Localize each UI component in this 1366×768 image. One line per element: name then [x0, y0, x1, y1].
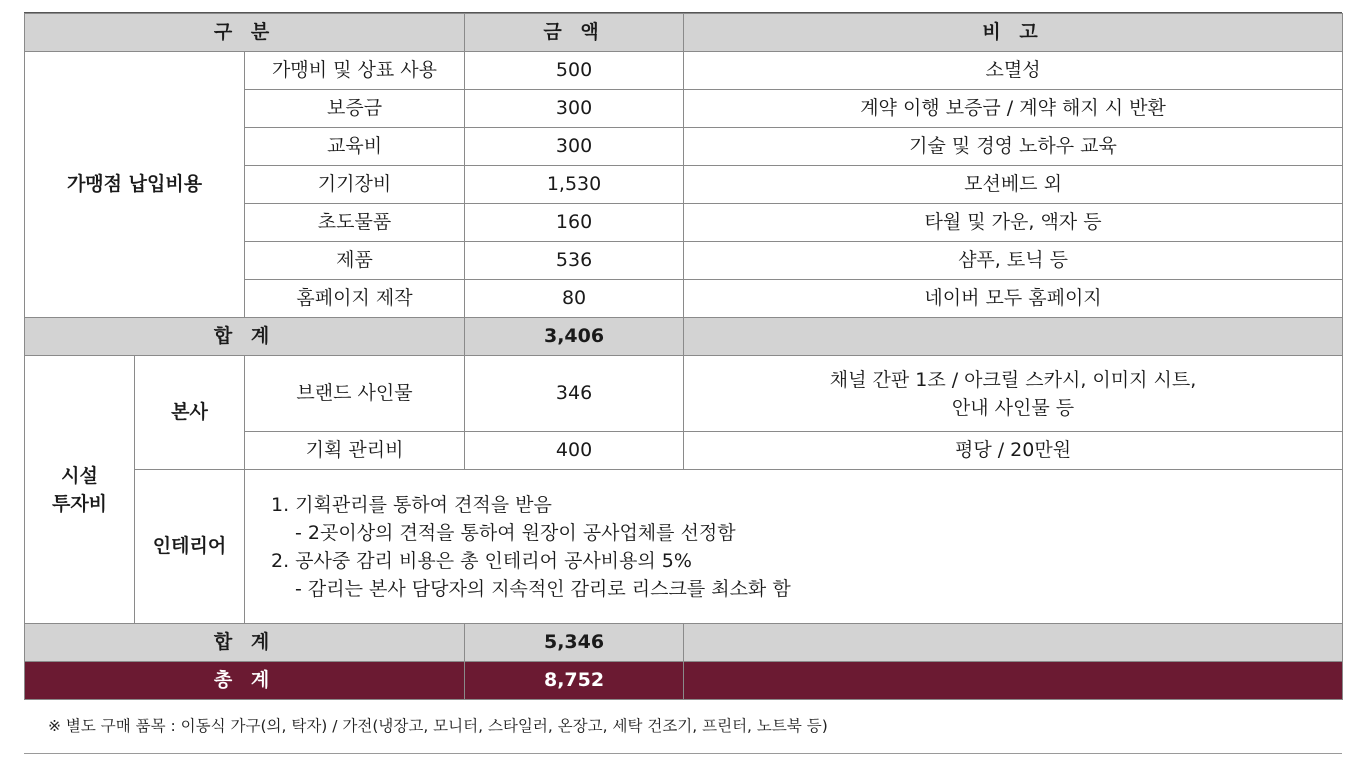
header-category: 구 분 [25, 14, 465, 52]
row-amount: 80 [465, 280, 684, 318]
row-note [684, 356, 1343, 432]
interior-note-line: - 2곳이상의 견적을 통하여 원장이 공사업체를 선정함 [295, 521, 736, 544]
hq-label: 본사 [135, 356, 245, 470]
franchise-cost-table [24, 13, 1343, 700]
subtotal-label: 합 계 [25, 624, 465, 662]
row-note: 평당 / 20만원 [684, 432, 1343, 470]
subtotal-note [684, 624, 1343, 662]
interior-label: 인테리어 [135, 470, 245, 624]
interior-note-line: - 감리는 본사 담당자의 지속적인 감리로 리스크를 최소화 함 [295, 577, 791, 600]
interior-note-line: 2. 공사중 감리 비용은 총 인테리어 공사비용의 5% [271, 549, 692, 572]
row-item: 교육비 [245, 128, 465, 166]
grand-total-note [684, 662, 1343, 700]
grand-total-row [25, 662, 1343, 700]
row-note: 모션베드 외 [684, 166, 1343, 204]
table-row [25, 356, 1343, 432]
row-item: 기기장비 [245, 166, 465, 204]
row-note: 샴푸, 토닉 등 [684, 242, 1343, 280]
subtotal-note [684, 318, 1343, 356]
subtotal-amount: 3,406 [465, 318, 684, 356]
row-note: 기술 및 경영 노하우 교육 [684, 128, 1343, 166]
row-item: 홈페이지 제작 [245, 280, 465, 318]
facility-group-label [25, 356, 135, 624]
table-row [25, 52, 1343, 90]
facility-label-line2: 투자비 [51, 492, 108, 515]
grand-total-amount: 8,752 [465, 662, 684, 700]
table-header-row [25, 14, 1343, 52]
row-note: 네이버 모두 홈페이지 [684, 280, 1343, 318]
bottom-rule [24, 753, 1342, 754]
franchise-subtotal-row [25, 318, 1343, 356]
row-item: 브랜드 사인물 [245, 356, 465, 432]
row-item: 보증금 [245, 90, 465, 128]
facility-label-line1: 시설 [61, 464, 98, 487]
row-amount: 300 [465, 90, 684, 128]
row-amount: 300 [465, 128, 684, 166]
header-remarks: 비 고 [684, 14, 1343, 52]
row-item: 기획 관리비 [245, 432, 465, 470]
row-note-line1: 채널 간판 1조 / 아크릴 스카시, 이미지 시트, [829, 368, 1197, 391]
row-note-line2: 안내 사인물 등 [951, 396, 1075, 419]
row-item: 초도물품 [245, 204, 465, 242]
row-amount: 400 [465, 432, 684, 470]
row-note: 소멸성 [684, 52, 1343, 90]
row-item: 제품 [245, 242, 465, 280]
row-amount: 346 [465, 356, 684, 432]
row-amount: 160 [465, 204, 684, 242]
header-amount: 금 액 [465, 14, 684, 52]
row-item: 가맹비 및 상표 사용 [245, 52, 465, 90]
row-note: 타월 및 가운, 액자 등 [684, 204, 1343, 242]
interior-row [25, 470, 1343, 624]
grand-total-label: 총 계 [25, 662, 465, 700]
footnote: ※ 별도 구매 품목 : 이동식 가구(의, 탁자) / 가전(냉장고, 모니터, 스타일러, 온장고, 세탁 건조기, 프린터, 노트북 등) [48, 717, 828, 735]
row-amount: 500 [465, 52, 684, 90]
franchise-group-label: 가맹점 납입비용 [25, 52, 245, 318]
interior-notes [245, 470, 1343, 624]
row-note: 계약 이행 보증금 / 계약 해지 시 반환 [684, 90, 1343, 128]
facility-subtotal-row [25, 624, 1343, 662]
interior-note-line: 1. 기획관리를 통하여 견적을 받음 [271, 493, 552, 516]
subtotal-label: 합 계 [25, 318, 465, 356]
subtotal-amount: 5,346 [465, 624, 684, 662]
row-amount: 1,530 [465, 166, 684, 204]
row-amount: 536 [465, 242, 684, 280]
